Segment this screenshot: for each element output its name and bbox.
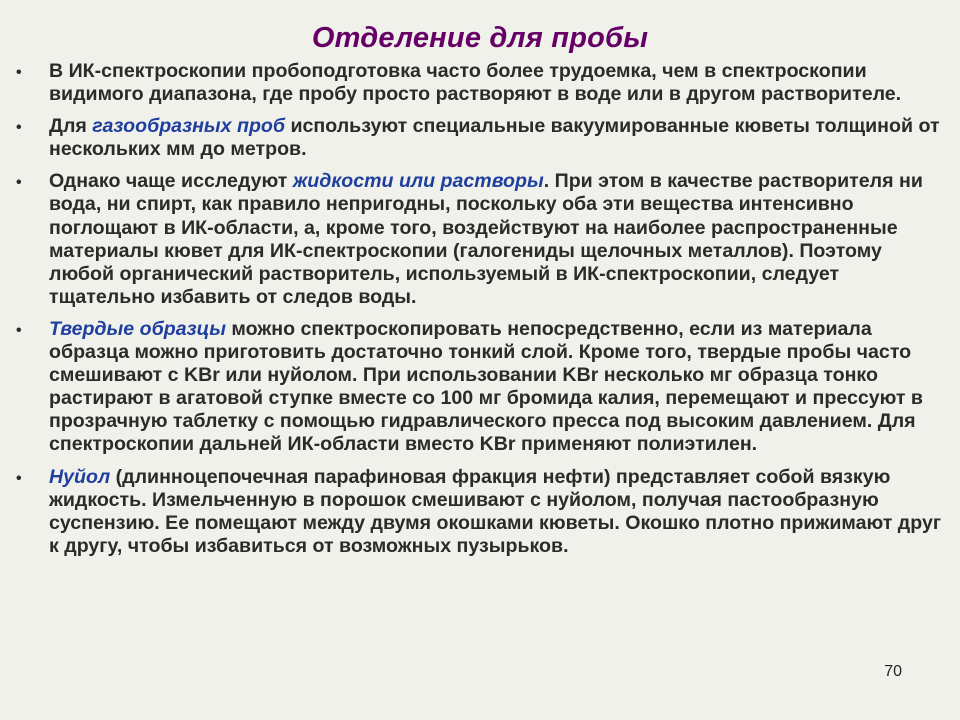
highlighted-term: Нуйол: [49, 465, 111, 488]
page-number: 70: [884, 663, 902, 680]
bullet-dot-icon: •: [16, 119, 22, 137]
bullet-dot-icon: •: [16, 469, 22, 487]
bullet-text: можно спектроскопировать непосредственно, если из материала образца можно приготовить достаточно тонкий слой. Кроме того, твердые пробы часто смешивают с KBr или нуйолом. При использовании KBr несколько мг образца тонко растирают в агатовой ступке вместе со 100 мг бромида калия, перемещают и прессуют в прозрачную таблетку с помощью гидравлического пресса под высоким давлением. Для спектроскопии дальней ИК-области вместо KBr применяют полиэтилен.: [49, 317, 923, 456]
bullet-item-1: [16, 60, 946, 106]
bullet-item-4: [16, 318, 946, 457]
bullet-item-3: [16, 170, 946, 309]
bullet-text: В ИК-спектроскопии пробоподготовка часто более трудоемка, чем в спектроскопии видимого диапазона, где пробу просто растворяют в воде или в другом растворителе.: [49, 60, 902, 106]
bullet-text: Для: [49, 115, 93, 138]
slide-title: Отделение для пробы: [311, 22, 649, 54]
bullet-text: используют специальные вакуумированные кюветы толщиной от нескольких мм до метров.: [49, 115, 940, 161]
bullet-text: . При этом в качестве растворителя ни вода, ни спирт, как правило непригодны, поскольку оба эти вещества интенсивно поглощают в ИК-области, а, кроме того, воздействуют на наиболее распространенные материалы кювет для ИК-спектроскопии (галогениды щелочных металлов). Поэтому любой органический растворитель, используемый в ИК-спектроскопии, следует тщательно избавить от следов воды.: [49, 170, 923, 308]
bullet-dot-icon: •: [16, 174, 22, 192]
highlighted-term: жидкости или растворы: [292, 170, 544, 193]
highlighted-term: газообразных проб: [92, 115, 286, 138]
bullet-text: Однако чаще исследуют: [49, 170, 293, 193]
bullet-dot-icon: •: [16, 64, 22, 81]
bullet-list: [16, 60, 946, 567]
bullet-item-2: [16, 115, 946, 161]
bullet-text: (длинноцепочечная парафиновая фракция нефти) представляет собой вязкую жидкость. Измельченную в порошок смешивают с нуйолом, получая пастообразную суспензию. Ее помещают между двумя окошками кюветы. Окошко плотно прижимают друг к другу, чтобы избавиться от возможных пузырьков.: [49, 465, 942, 557]
bullet-dot-icon: •: [16, 321, 22, 339]
highlighted-term: Твердые образцы: [49, 317, 226, 340]
bullet-item-5: [16, 466, 946, 558]
